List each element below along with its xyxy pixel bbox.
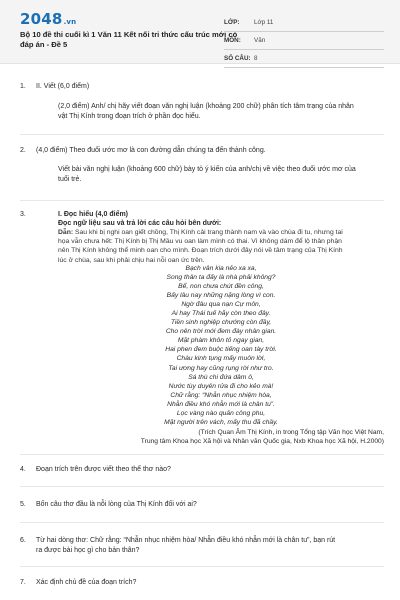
- question-text: [36, 536, 384, 556]
- intro-paragraph: [58, 228, 384, 265]
- text-line: họa vẫn chưa hết: Thị Kính bị Thị Mầu vu oan làm mình có thai. Vì không dám để lộ thân phận: [58, 238, 342, 246]
- citation-line: (Trích Quan Âm Thị Kính, in trong Tổng tập Văn học Việt Nam,: [198, 429, 384, 436]
- divider: [20, 454, 384, 455]
- poem-line: Tai ương hay cũng rụng rời như tro.: [168, 364, 274, 372]
- divider: [20, 522, 384, 523]
- question-heading: II. Viết (6,0 điểm): [36, 83, 90, 90]
- question-number: 2.: [20, 147, 26, 154]
- poem-line: Lọc vàng nào quản công phu,: [176, 409, 266, 417]
- poem-line: Chàu kinh tụng mấy muôn lời,: [176, 355, 266, 363]
- text-line: lúc ở chùa, sau khi phải chịu hai nỗi oan ức trên.: [58, 256, 205, 264]
- question-number: 5.: [20, 501, 26, 508]
- meta-key: LỚP:: [224, 19, 240, 26]
- meta-key: MÔN:: [224, 37, 241, 44]
- citation-line: Trung tâm Khoa học Xã hội và Nhân văn Quốc gia, Nxb Khoa học Xã hội, H.2000): [140, 438, 384, 445]
- document-header: [0, 0, 400, 64]
- poem-line: Ngờ đâu qua nạn Cự môn,: [181, 301, 261, 309]
- divider: [20, 200, 384, 201]
- question-number: 7.: [20, 579, 26, 586]
- question-number: 3.: [20, 211, 26, 218]
- poem: [58, 264, 384, 427]
- meta-key: SỐ CÂU:: [224, 55, 251, 62]
- poem-line: Bể, non chưa chút đền công,: [178, 283, 264, 291]
- poem-line: Mặt người trên vách, mấy thu đã chầy.: [164, 418, 278, 426]
- question-number: 1.: [20, 83, 26, 90]
- poem-line: Mặt phàm khôn tỏ ngay gian,: [177, 337, 265, 345]
- poem-line: Nước tùy duyên rửa đi cho kẻo mà!: [168, 382, 274, 390]
- meta-value: Lớp 11: [254, 19, 274, 26]
- question-text: Bốn câu thơ đầu là nỗi lòng của Thị Kính đối với ai?: [36, 501, 197, 508]
- meta-row-class: [224, 14, 384, 32]
- meta-row-count: [224, 50, 384, 68]
- intro-label: Dẫn:: [58, 229, 74, 236]
- poem-line: Sá thù chi đứa dâm ô,: [188, 373, 254, 381]
- poem-line: Song thân ta đấy là nhà phải không?: [166, 274, 276, 282]
- divider: [20, 486, 384, 487]
- question-body: [58, 165, 384, 185]
- meta-table: [224, 14, 384, 68]
- text-line: Từ hai dòng thơ: Chữ rằng: “Nhẫn nhục nhiệm hòa/ Nhẫn điều khó nhẫn mới là chân tu”, bạn rút: [36, 537, 336, 544]
- site-logo[interactable]: [20, 10, 76, 28]
- logo-suffix: .vn: [63, 18, 77, 26]
- text-line: [58, 228, 384, 237]
- poem-line: Bấy lâu nay những nặng lòng vì con.: [166, 292, 276, 300]
- text-span: Sau khi bị nghi oan giết chồng, Thị Kính cải trang thành nam và vào chùa đi tu, nhưng tai: [73, 229, 343, 236]
- poem-line: Nhẫn điều khó nhẫn mới là chân tu”.: [167, 400, 275, 408]
- question-number: 6.: [20, 537, 26, 544]
- question-text: Đoạn trích trên được viết theo thể thơ nào?: [36, 466, 171, 473]
- text-line: vật Thị Kính trong đoạn trích ở phần đọc hiểu.: [58, 113, 201, 120]
- question-heading: (4,0 điểm) Theo đuổi ước mơ là con đường dẫn chúng ta đến thành công.: [36, 147, 266, 154]
- divider: [20, 134, 384, 135]
- text-line: ra được bài học gì cho bản thân?: [36, 547, 140, 554]
- poem-line: Tiền sinh nghiệp chướng còn đầy,: [170, 319, 272, 327]
- citation: [40, 428, 384, 446]
- poem-line: Bạch vân kia nẻo xa xa,: [185, 265, 257, 272]
- divider: [20, 566, 384, 567]
- logo-text: 2048: [20, 10, 63, 28]
- document-title: Bộ 10 đề thi cuối kì 1 Văn 11 Kết nối tri thức cấu trúc mới có đáp án - Đề 5: [20, 30, 238, 49]
- section-heading: I. Đọc hiểu (4,0 điểm): [58, 211, 129, 218]
- meta-value: 8: [254, 55, 258, 62]
- text-line: Viết bài văn nghị luận (khoảng 600 chữ) bày tỏ ý kiến của anh/chị về việc theo đuổi ước mơ của: [58, 166, 356, 173]
- poem-line: Cho nên trời mới đem đày nhân gian.: [165, 328, 277, 336]
- question-number: 4.: [20, 466, 26, 473]
- poem-line: Ai hay Thái tuế hãy còn theo đây.: [171, 310, 271, 318]
- poem-line: Hai phen đem buộc tiếng oan tày trời.: [165, 346, 277, 354]
- question-text: Xác định chủ đề của đoạn trích?: [36, 579, 137, 586]
- text-line: (2,0 điểm) Anh/ chị hãy viết đoạn văn nghị luận (khoảng 200 chữ) phân tích tâm trạng của nhân: [58, 103, 354, 110]
- poem-line: Chữ rằng: “Nhẫn nhục nhiệm hòa,: [170, 391, 272, 399]
- meta-value: Văn: [254, 37, 266, 44]
- question-body: [58, 102, 384, 122]
- text-line: tuổi trẻ.: [58, 176, 82, 183]
- section-subheading: Đọc ngữ liệu sau và trả lời các câu hỏi bên dưới:: [58, 220, 222, 227]
- meta-row-subject: [224, 32, 384, 50]
- text-line: nên Thị Kính không thể minh oan cho mình. Đoạn trích dưới đây nói về tâm trạng của Thị Kính: [58, 247, 343, 255]
